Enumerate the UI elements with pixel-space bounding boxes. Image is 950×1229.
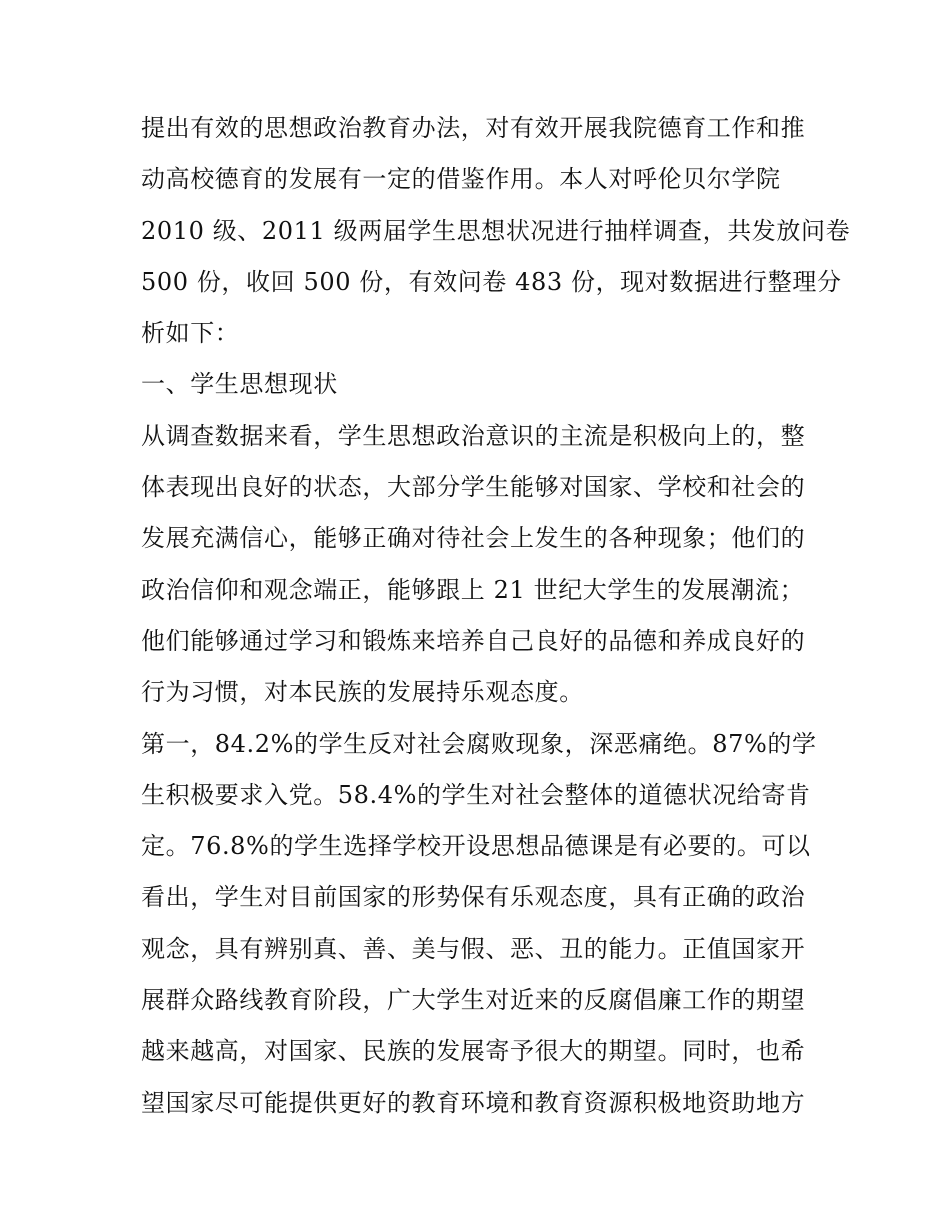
text-line: 展群众路线教育阶段，广大学生对近来的反腐倡廉工作的期望 — [141, 986, 806, 1015]
text-line: 体表现出良好的状态，大部分学生能够对国家、学校和社会的 — [141, 473, 806, 502]
text-line: 望国家尽可能提供更好的教育环境和教育资源积极地资助地方 — [141, 1088, 806, 1117]
text-line: 500 份，收回 500 份，有效问卷 483 份，现对数据进行整理分 — [141, 267, 842, 296]
text-line: 政治信仰和观念端正，能够跟上 21 世纪大学生的发展潮流； — [141, 575, 805, 604]
text-line: 析如下： — [141, 319, 240, 348]
body-text — [141, 103, 851, 1129]
text-line: 从调查数据来看，学生思想政治意识的主流是积极向上的，整 — [141, 421, 806, 450]
text-line: 定。76.8%的学生选择学校开设思想品德课是有必要的。可以 — [141, 832, 811, 861]
text-line: 2010 级、2011 级两届学生思想状况进行抽样调查，共发放问卷 — [141, 216, 851, 245]
text-line: 观念，具有辨别真、善、美与假、恶、丑的能力。正值国家开 — [141, 934, 806, 963]
text-line: 生积极要求入党。58.4%的学生对社会整体的道德状况给寄肯 — [141, 780, 811, 809]
text-line: 行为习惯，对本民族的发展持乐观态度。 — [141, 678, 584, 707]
text-line: 第一，84.2%的学生反对社会腐败现象，深恶痛绝。87%的学 — [141, 729, 817, 758]
section-heading: 一、学生思想现状 — [141, 370, 338, 399]
text-line: 提出有效的思想政治教育办法，对有效开展我院德育工作和推 — [141, 114, 806, 142]
text-line: 动高校德育的发展有一定的借鉴作用。本人对呼伦贝尔学院 — [141, 165, 781, 194]
text-line: 发展充满信心，能够正确对待社会上发生的各种现象；他们的 — [141, 524, 806, 553]
text-line: 越来越高，对国家、民族的发展寄予很大的期望。同时，也希 — [141, 1037, 806, 1066]
text-line: 看出，学生对目前国家的形势保有乐观态度，具有正确的政治 — [141, 883, 806, 912]
text-line: 他们能够通过学习和锻炼来培养自己良好的品德和养成良好的 — [141, 626, 806, 655]
